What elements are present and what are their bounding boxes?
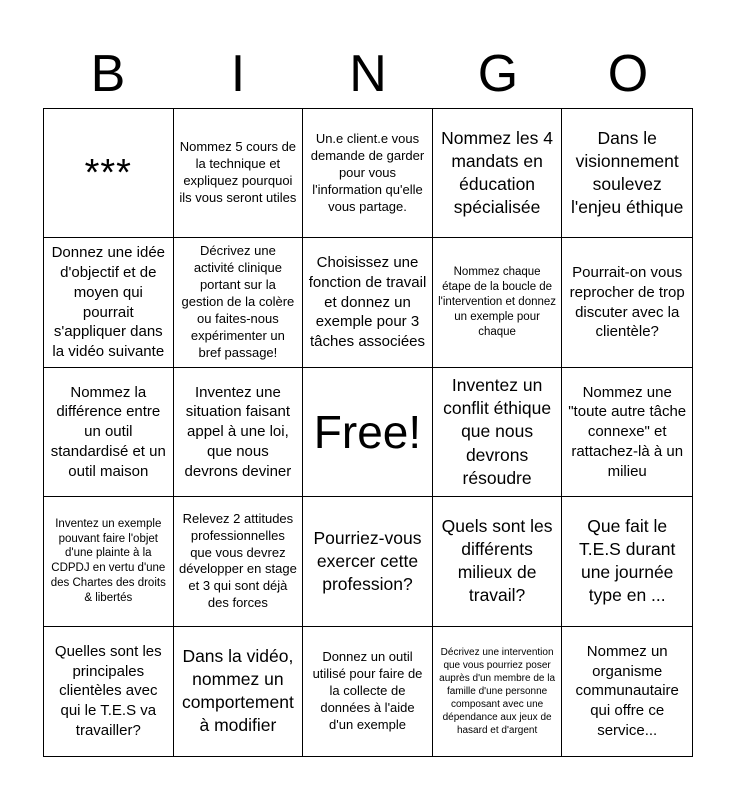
- bingo-cell[interactable]: [433, 368, 563, 497]
- cell-text: Pourriez-vous exercer cette profession?: [313, 527, 422, 594]
- bingo-cell[interactable]: [562, 238, 692, 367]
- free-space-label: Free!: [313, 405, 422, 458]
- bingo-cell[interactable]: [174, 238, 304, 367]
- bingo-cell[interactable]: [562, 627, 692, 756]
- cell-text: Donnez une idée d'objectif et de moyen qui pourrait s'appliquer dans la vidéo suivante: [51, 244, 166, 361]
- bingo-cell[interactable]: [433, 497, 563, 626]
- cell-text: Inventez un exemple pouvant faire l'objet d'une plainte à la CDPDJ en vertu d'une des Chartes des droits & libertés: [50, 517, 166, 605]
- bingo-cell[interactable]: [303, 627, 433, 756]
- bingo-cell[interactable]: [562, 497, 692, 626]
- cell-text: Pourrait-on vous reprocher de trop discuter avec la clientèle?: [569, 264, 685, 341]
- bingo-cell[interactable]: [174, 368, 304, 497]
- bingo-cell[interactable]: [433, 109, 563, 238]
- header-letter-i: I: [230, 45, 246, 103]
- cell-text: Quels sont les différents milieux de travail?: [441, 516, 553, 606]
- cell-text: Nommez un organisme communautaire qui offre ce service...: [575, 642, 679, 739]
- cell-text: Nommez les 4 mandats en éducation spécialisée: [441, 128, 554, 218]
- cell-text: Donnez un outil utilisé pour faire de la collecte de données à l'aide d'un exemple: [312, 649, 423, 732]
- bingo-cell[interactable]: [562, 109, 692, 238]
- header-letter-g: G: [477, 45, 519, 103]
- cell-text: Nommez une "toute autre tâche connexe" et rattachez-là à un milieu: [568, 383, 687, 480]
- cell-text: Nommez 5 cours de la technique et expliquez pourquoi ils vous seront utiles: [179, 139, 297, 206]
- bingo-cell[interactable]: [303, 109, 433, 238]
- bingo-cell-free[interactable]: [303, 368, 433, 497]
- bingo-board: [43, 108, 693, 757]
- bingo-cell[interactable]: [44, 109, 174, 238]
- bingo-cell[interactable]: [562, 368, 692, 497]
- cell-text: Choisissez une fonction de travail et donnez un exemple pour 3 tâches associées: [308, 254, 427, 351]
- header-letter-b: B: [90, 45, 126, 103]
- bingo-cell[interactable]: [44, 497, 174, 626]
- bingo-cell[interactable]: [44, 368, 174, 497]
- bingo-cell[interactable]: [44, 238, 174, 367]
- header-letter-n: N: [349, 45, 387, 103]
- cell-text: Que fait le T.E.S durant une journée type en ...: [579, 516, 676, 606]
- bingo-cell[interactable]: [303, 238, 433, 367]
- cell-text: Quelles sont les principales clientèles avec qui le T.E.S va travailler?: [54, 642, 162, 739]
- bingo-header: [43, 40, 693, 108]
- cell-text: Inventez une situation faisant appel à une loi, que nous devrons deviner: [184, 383, 292, 480]
- cell-text: Dans la vidéo, nommez un comportement à modifier: [181, 646, 294, 736]
- cell-text: Décrivez une intervention que vous pourriez poser auprès d'un membre de la famille d'une personne composant avec une dépendance aux jeux de hasard et d'argent: [439, 646, 556, 736]
- bingo-cell[interactable]: [433, 627, 563, 756]
- cell-text: Un.e client.e vous demande de garder pour vous l'information qu'elle vous partage.: [310, 130, 425, 214]
- cell-text: Inventez un conflit éthique que nous devrons résoudre: [443, 375, 552, 488]
- bingo-cell[interactable]: [303, 497, 433, 626]
- header-letter-o: O: [607, 45, 649, 103]
- cell-text: Relevez 2 attitudes professionnelles que vous devrez développer en stage et 3 qui sont déjà des forces: [178, 510, 297, 611]
- cell-text: Décrivez une activité clinique portant sur la gestion de la colère ou faites-nous expérimenter un bref passage!: [181, 243, 295, 360]
- cell-text: Dans le visionnement soulevez l'enjeu éthique: [571, 128, 684, 218]
- cell-text: Nommez la différence entre un outil standardisé et un outil maison: [50, 383, 166, 480]
- cell-text: ***: [84, 152, 132, 195]
- bingo-cell[interactable]: [174, 497, 304, 626]
- bingo-cell[interactable]: [433, 238, 563, 367]
- bingo-cell[interactable]: [174, 627, 304, 756]
- bingo-cell[interactable]: [44, 627, 174, 756]
- bingo-cell[interactable]: [174, 109, 304, 238]
- cell-text: Nommez chaque étape de la boucle de l'intervention et donnez un exemple pour chaque: [438, 266, 557, 338]
